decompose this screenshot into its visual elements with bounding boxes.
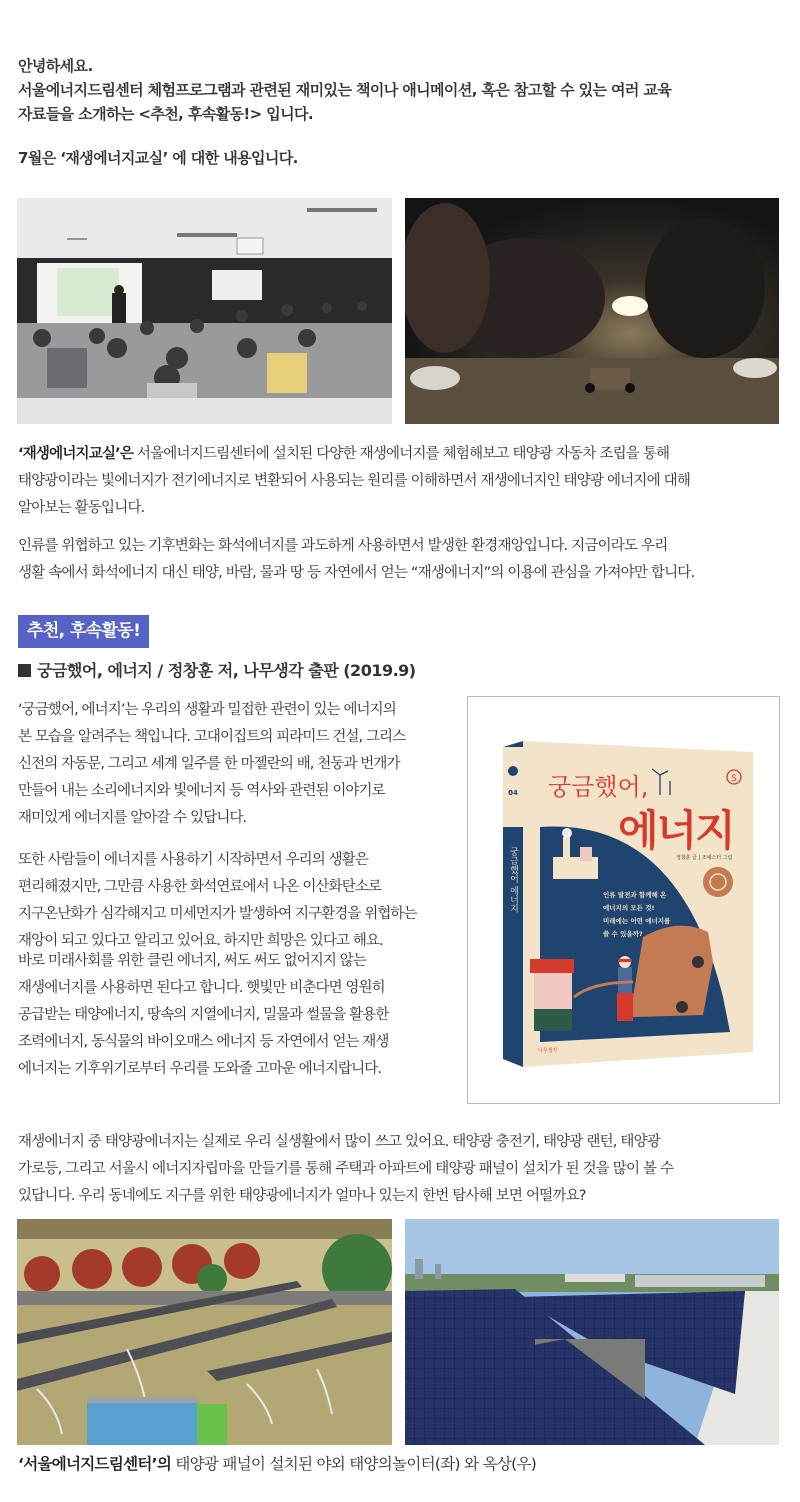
book-description-3: 바로 미래사회를 위한 클린 에너지, 써도 써도 없어지지 않는 재생에너지를 사용하면 된다고 합니다. 햇빛만 비춘다면 영원히 공급받는 태양에너지, 땅속의 지열에너지, 밀물과 썰물을 활용한 조력에너지, 동식물의 바이오매스 에너지 등 자연에서 얻는 재생 에너지는 기후위기로부터 우리를 도와줄 고마운 에너지랍니다. (18, 953, 389, 1077)
intro-line-2: 자료들을 소개하는 <추천, 후속활동!> 입니다. (18, 105, 313, 123)
svg-text:궁금했어,: 궁금했어, (548, 773, 649, 801)
svg-text:정창훈 글 | 조예스터 그림: 정창훈 글 | 조예스터 그림 (676, 855, 733, 861)
svg-text:인류 발전과 함께해 온: 인류 발전과 함께해 온 (603, 891, 667, 899)
svg-text:에너지의 모든 것!: 에너지의 모든 것! (603, 904, 655, 912)
svg-text:궁금했어 에너지: 궁금했어 에너지 (508, 847, 518, 913)
section-badge: 추천, 후속활동! (18, 615, 149, 648)
book-description-1: ‘궁금했어, 에너지’는 우리의 생활과 밀접한 관련이 있는 에너지의 본 모습을 알려주는 책입니다. 고대이집트의 피라미드 건설, 그리스 신전의 자동문, 그리고 세계 일주를 한 마젤란의 배, 천둥과 번개가 만들어 내는 소리에너지와 빛에너지 등 역사와 관련된 이야기로 재미있게 에너지를 알아갈 수 있답니다. (18, 702, 406, 826)
intro-text (18, 54, 788, 126)
outdoor-solar-playground-photo (17, 1219, 392, 1445)
solar-car-activity-photo (405, 198, 779, 424)
photo-caption: ‘서울에너지드림센터’의 태양광 패널이 설치된 야외 태양의놀이터(좌) 와 옥상(우) (18, 1455, 537, 1473)
book-heading: 궁금했어, 에너지 / 정창훈 저, 나무생각 출판 (2019.9) (18, 658, 416, 684)
solar-paragraph: 재생에너지 중 태양광에너지는 실제로 우리 실생활에서 많이 쓰고 있어요. 태양광 충전기, 태양광 랜턴, 태양광 가로등, 그리고 서울시 에너지자립마을 만들기를 통해 주택과 아파트에 태양광 패널이 설치가 된 것을 많이 볼 수 있답니다. 우리 동네에도 지구를 위한 태양광에너지가 얼마나 있는지 한번 탐사해 보면 어떨까요? (18, 1134, 674, 1204)
square-bullet-icon (18, 664, 31, 677)
book-cover (468, 697, 781, 1105)
svg-text:04: 04 (508, 789, 518, 797)
greeting: 안녕하세요. (18, 57, 93, 75)
book-description-2: 또한 사람들이 에너지를 사용하기 시작하면서 우리의 생활은 편리해졌지만, 그만큼 사용한 화석연료에서 나온 이산화탄소로 지구온난화가 심각해지고 미세먼지가 발생하여 지구환경을 위협하는 재앙이 되고 있다고 알리고 있어요. 하지만 희망은 있다고 해요. (18, 852, 417, 949)
svg-text:에너지: 에너지 (618, 806, 734, 855)
month-note: 7월은 ‘재생에너지교실’ 에 대한 내용입니다. (18, 149, 298, 167)
svg-text:나무생각: 나무생각 (538, 1048, 558, 1054)
book-cover-frame (467, 696, 780, 1104)
caption-bold: ‘서울에너지드림센터’의 (18, 1455, 172, 1473)
rooftop-solar-panels-photo (405, 1219, 779, 1445)
program-description: ‘재생에너지교실’은 서울에너지드림센터에 설치된 다양한 재생에너지를 체험해보고 태양광 자동차 조립을 통해 태양광이라는 빛에너지가 전기에너지로 변환되어 사용되는 원리를 이해하면서 재생에너지인 태양광 에너지에 대해 알아보는 활동입니다. (18, 446, 691, 516)
svg-text:S: S (731, 774, 737, 784)
program-name-bold: ‘재생에너지교실’은 (18, 446, 134, 462)
classroom-lecture-photo (17, 198, 392, 424)
intro-line-1: 서울에너지드림센터 체험프로그램과 관련된 재미있는 책이나 애니메이션, 혹은 참고할 수 있는 여러 교육 (18, 81, 672, 99)
svg-text:쓸 수 있을까?: 쓸 수 있을까? (603, 930, 643, 938)
climate-paragraph: 인류를 위협하고 있는 기후변화는 화석에너지를 과도하게 사용하면서 발생한 환경재앙입니다. 지금이라도 우리 생활 속에서 화석에너지 대신 태양, 바람, 물과 땅 등 자연에서 얻는 “재생에너지”의 이용에 관심을 가져야만 합니다. (18, 538, 695, 581)
svg-text:미래에는 어떤 에너지를: 미래에는 어떤 에너지를 (603, 917, 671, 925)
